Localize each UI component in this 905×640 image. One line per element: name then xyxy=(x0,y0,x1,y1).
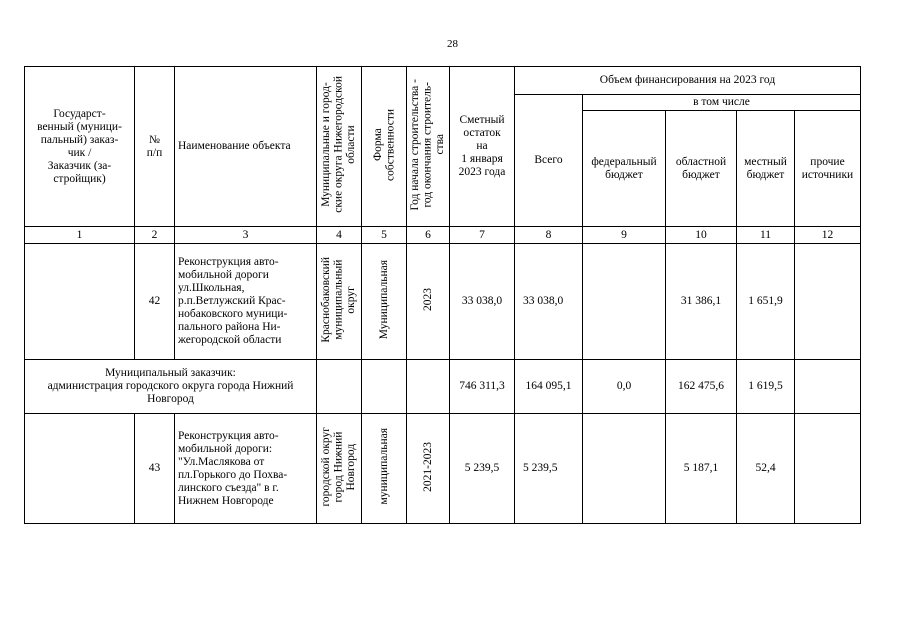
column-number: 1 xyxy=(25,227,135,244)
row-num: 43 xyxy=(135,414,175,524)
customer-local: 1 619,5 xyxy=(737,360,795,414)
column-number: 4 xyxy=(317,227,362,244)
header-including: в том числе xyxy=(583,95,861,111)
row-regional: 5 187,1 xyxy=(666,414,737,524)
table-row xyxy=(25,414,861,524)
row-customer-cell xyxy=(25,244,135,360)
row-total: 5 239,5 xyxy=(515,414,583,524)
header-estimate: Сметный остаток на 1 января 2023 года xyxy=(450,67,515,227)
customer-other xyxy=(795,360,861,414)
header-ownership: Форма собственности xyxy=(362,67,407,227)
row-other xyxy=(795,414,861,524)
row-estimate: 5 239,5 xyxy=(450,414,515,524)
row-object-name: Реконструкция авто- мобильной дороги: "Ул.Маслякова от пл.Горького до Похва- линского съезда" в г. Нижнем Новгороде xyxy=(175,414,317,524)
row-local: 52,4 xyxy=(737,414,795,524)
row-years: 2021-2023 xyxy=(407,414,450,524)
header-total: Всего xyxy=(515,95,583,227)
column-number: 11 xyxy=(737,227,795,244)
header-num: № п/п xyxy=(135,67,175,227)
row-ownership: Муниципальная xyxy=(362,244,407,360)
row-federal xyxy=(583,414,666,524)
row-years: 2023 xyxy=(407,244,450,360)
header-local: местный бюджет xyxy=(737,111,795,227)
header-years: Год начала строительства - год окончания строитель- ства xyxy=(407,67,450,227)
row-local: 1 651,9 xyxy=(737,244,795,360)
header-financing: Объем финансирования на 2023 год xyxy=(515,67,861,95)
customer-regional: 162 475,6 xyxy=(666,360,737,414)
row-ownership: муниципальная xyxy=(362,414,407,524)
header-regional: областной бюджет xyxy=(666,111,737,227)
header-federal: федеральный бюджет xyxy=(583,111,666,227)
row-federal xyxy=(583,244,666,360)
column-number: 2 xyxy=(135,227,175,244)
row-estimate: 33 038,0 xyxy=(450,244,515,360)
customer-estimate: 746 311,3 xyxy=(450,360,515,414)
column-number: 6 xyxy=(407,227,450,244)
empty-cell xyxy=(407,360,450,414)
financing-table xyxy=(24,66,861,524)
header-object-name: Наименование объекта xyxy=(175,67,317,227)
column-number: 12 xyxy=(795,227,861,244)
column-number: 10 xyxy=(666,227,737,244)
row-num: 42 xyxy=(135,244,175,360)
empty-cell xyxy=(317,360,362,414)
row-customer-cell xyxy=(25,414,135,524)
header-municipality: Муниципальные и город- ские округа Нижегородской области xyxy=(317,67,362,227)
customer-row xyxy=(25,360,861,414)
column-number: 8 xyxy=(515,227,583,244)
row-municipality: городской округ город Нижний Новгород xyxy=(317,414,362,524)
row-object-name: Реконструкция авто- мобильной дороги ул.Школьная, р.п.Ветлужский Крас- нобаковского муници- пального района Ни- жегородской области xyxy=(175,244,317,360)
row-municipality: Краснобаковский муниципальный округ xyxy=(317,244,362,360)
customer-label: Муниципальный заказчик: администрация городского округа города Нижний Новгород xyxy=(25,360,317,414)
column-number: 5 xyxy=(362,227,407,244)
row-other xyxy=(795,244,861,360)
column-numbers-row xyxy=(25,227,861,244)
empty-cell xyxy=(362,360,407,414)
column-number: 7 xyxy=(450,227,515,244)
row-regional: 31 386,1 xyxy=(666,244,737,360)
table-row xyxy=(25,244,861,360)
customer-total: 164 095,1 xyxy=(515,360,583,414)
header-customer: Государст- венный (муници- пальный) заказ- чик / Заказчик (за- стройщик) xyxy=(25,67,135,227)
column-number: 3 xyxy=(175,227,317,244)
column-number: 9 xyxy=(583,227,666,244)
page-number: 28 xyxy=(447,38,458,50)
header-other: прочие источники xyxy=(795,111,861,227)
row-total: 33 038,0 xyxy=(515,244,583,360)
customer-federal: 0,0 xyxy=(583,360,666,414)
header-row xyxy=(25,67,861,95)
